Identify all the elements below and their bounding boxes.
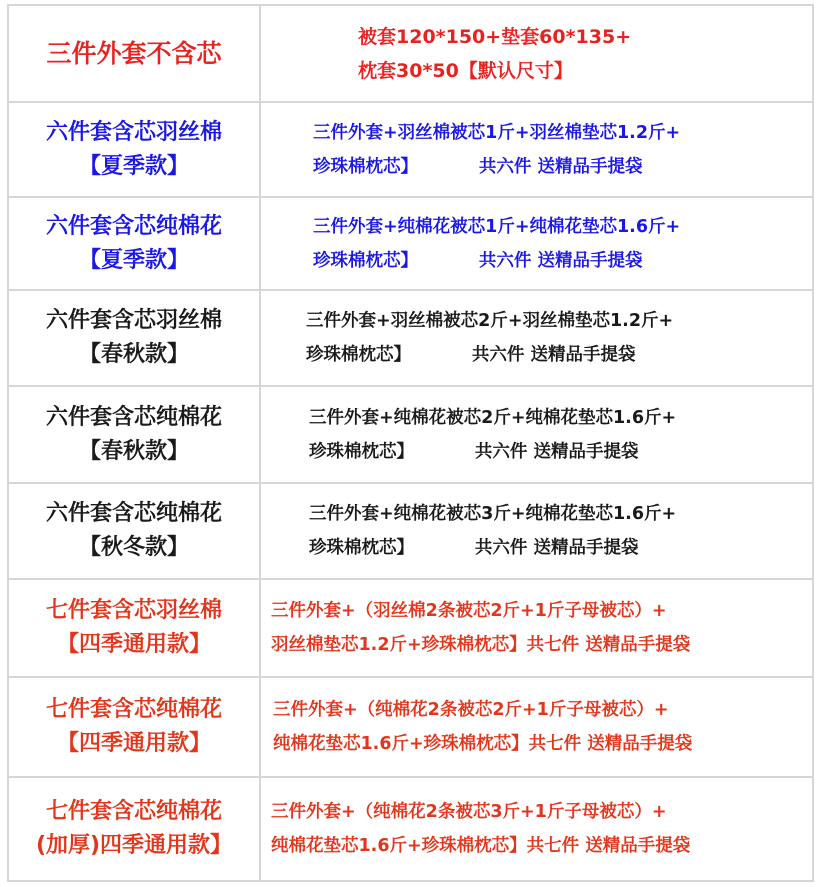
table-row [9,484,812,580]
option-description: 三件外套+羽丝棉被芯1斤+羽丝棉垫芯1.2斤+ 珍珠棉枕芯】 共六件 送精品手提袋 [313,122,681,177]
option-title: 七件套含芯纯棉花 【四季通用款】 [9,678,261,776]
table-row [9,103,812,198]
table-row [9,198,812,291]
option-title: 六件套含芯纯棉花 【春秋款】 [9,387,261,482]
table-row [9,580,812,678]
table-row [9,387,812,484]
option-description: 三件外套+（羽丝棉2条被芯2斤+1斤子母被芯）+ 羽丝棉垫芯1.2斤+珍珠棉枕芯】共七件 送精品手提袋 [271,601,691,655]
option-description: 三件外套+纯棉花被芯2斤+纯棉花垫芯1.6斤+ 珍珠棉枕芯】 共六件 送精品手提袋 [309,407,677,462]
option-title: 六件套含芯羽丝棉 【夏季款】 [9,103,261,196]
table-row [9,291,812,387]
table-row [9,778,812,880]
table-row [9,678,812,778]
table-row [9,6,812,103]
option-title: 六件套含芯纯棉花 【秋冬款】 [9,484,261,578]
option-description: 三件外套+（纯棉花2条被芯2斤+1斤子母被芯）+ 纯棉花垫芯1.6斤+珍珠棉枕芯】共七件 送精品手提袋 [273,700,693,754]
product-table [7,4,814,882]
option-title: 六件套含芯纯棉花 【夏季款】 [9,198,261,289]
option-title: 六件套含芯羽丝棉 【春秋款】 [9,291,261,385]
option-title: 七件套含芯纯棉花 (加厚)四季通用款】 [9,778,261,880]
option-description: 三件外套+纯棉花被芯1斤+纯棉花垫芯1.6斤+ 珍珠棉枕芯】 共六件 送精品手提袋 [313,216,681,271]
option-title: 三件外套不含芯 [9,6,261,101]
option-title: 七件套含芯羽丝棉 【四季通用款】 [9,580,261,676]
option-description: 被套120*150+垫套60*135+ 枕套30*50【默认尺寸】 [358,25,632,82]
option-description: 三件外套+纯棉花被芯3斤+纯棉花垫芯1.6斤+ 珍珠棉枕芯】 共六件 送精品手提袋 [309,504,677,558]
option-description: 三件外套+（纯棉花2条被芯3斤+1斤子母被芯）+ 纯棉花垫芯1.6斤+珍珠棉枕芯】共七件 送精品手提袋 [271,802,691,856]
option-description: 三件外套+羽丝棉被芯2斤+羽丝棉垫芯1.2斤+ 珍珠棉枕芯】 共六件 送精品手提袋 [306,311,674,365]
